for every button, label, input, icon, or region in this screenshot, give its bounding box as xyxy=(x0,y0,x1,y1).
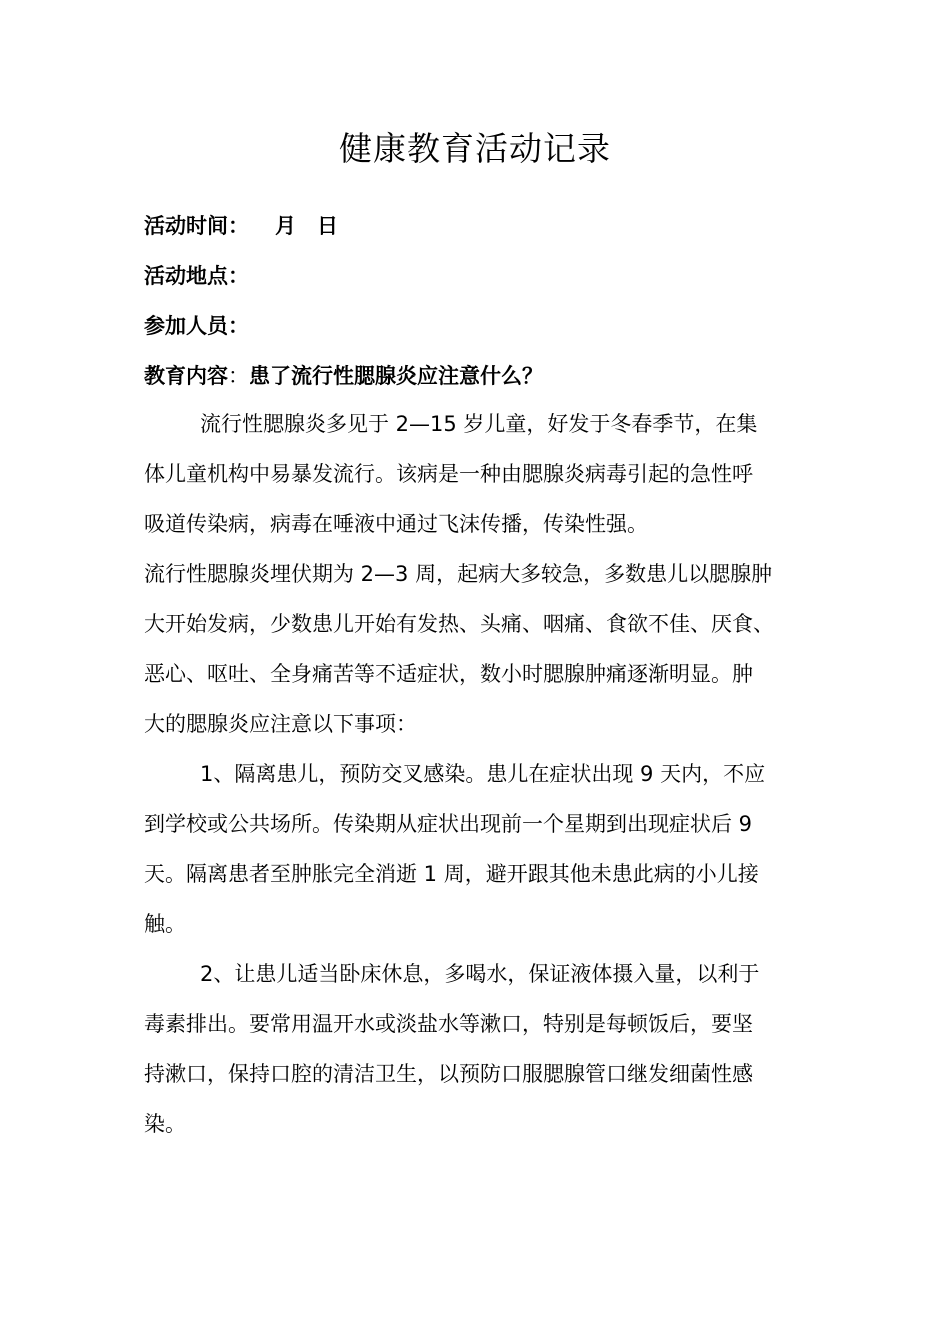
paragraph-line-text: 流行性腮腺炎多见于 2—15 岁儿童，好发于冬春季节，在集 xyxy=(200,412,758,436)
activity-time-label: 活动时间： xyxy=(144,214,249,238)
paragraph-line: 持漱口，保持口腔的清洁卫生，以预防口服腮腺管口继发细菌性感 xyxy=(144,1062,753,1086)
paragraph-2 xyxy=(144,549,808,749)
paragraph-1 xyxy=(144,399,808,549)
paragraph-3 xyxy=(144,749,808,949)
paragraph-line: 毒素排出。要常用温开水或淡盐水等漱口，特别是每顿饭后，要坚 xyxy=(144,1012,753,1036)
education-content-field xyxy=(144,361,543,391)
paragraph-line xyxy=(144,749,808,799)
paragraph-line: 大的腮腺炎应注意以下事项： xyxy=(144,712,417,736)
activity-time-value: 月 日 xyxy=(275,214,338,238)
participants-label: 参加人员： xyxy=(144,314,249,338)
paragraph-line: 体儿童机构中易暴发流行。该病是一种由腮腺炎病毒引起的急性呼 xyxy=(144,462,753,486)
paragraph-line xyxy=(144,399,808,449)
paragraph-line: 吸道传染病，病毒在唾液中通过飞沫传播，传染性强。 xyxy=(144,512,648,536)
paragraph-line-text: 2、让患儿适当卧床休息，多喝水，保证液体摄入量，以利于 xyxy=(200,962,760,986)
paragraph-line: 染。 xyxy=(144,1112,186,1136)
paragraph-line: 触。 xyxy=(144,912,186,936)
paragraph-4 xyxy=(144,949,808,1149)
paragraph-line-text: 1、隔离患儿，预防交叉感染。患儿在症状出现 9 天内，不应 xyxy=(200,762,766,786)
paragraph-line: 大开始发病，少数患儿开始有发热、头痛、咽痛、食欲不佳、厌食、 xyxy=(144,612,774,636)
education-content-value: 患了流行性腮腺炎应注意什么？ xyxy=(249,364,543,388)
paragraph-line xyxy=(144,949,808,999)
paragraph-line: 恶心、呕吐、全身痛苦等不适症状，数小时腮腺肿痛逐渐明显。肿 xyxy=(144,662,753,686)
participants-field xyxy=(144,311,249,341)
paragraph-line: 天。隔离患者至肿胀完全消逝 1 周，避开跟其他未患此病的小儿接 xyxy=(144,862,759,886)
paragraph-line: 到学校或公共场所。传染期从症状出现前一个星期到出现症状后 9 xyxy=(144,812,753,836)
activity-time-field xyxy=(144,211,338,241)
education-content-colon: ： xyxy=(228,364,249,388)
paragraph-line: 流行性腮腺炎埋伏期为 2—3 周，起病大多较急，多数患儿以腮腺肿 xyxy=(144,562,773,586)
education-content-label: 教育内容 xyxy=(144,364,228,388)
document-title: 健康教育活动记录 xyxy=(339,129,611,168)
activity-place-label: 活动地点： xyxy=(144,264,249,288)
activity-place-field xyxy=(144,261,249,291)
